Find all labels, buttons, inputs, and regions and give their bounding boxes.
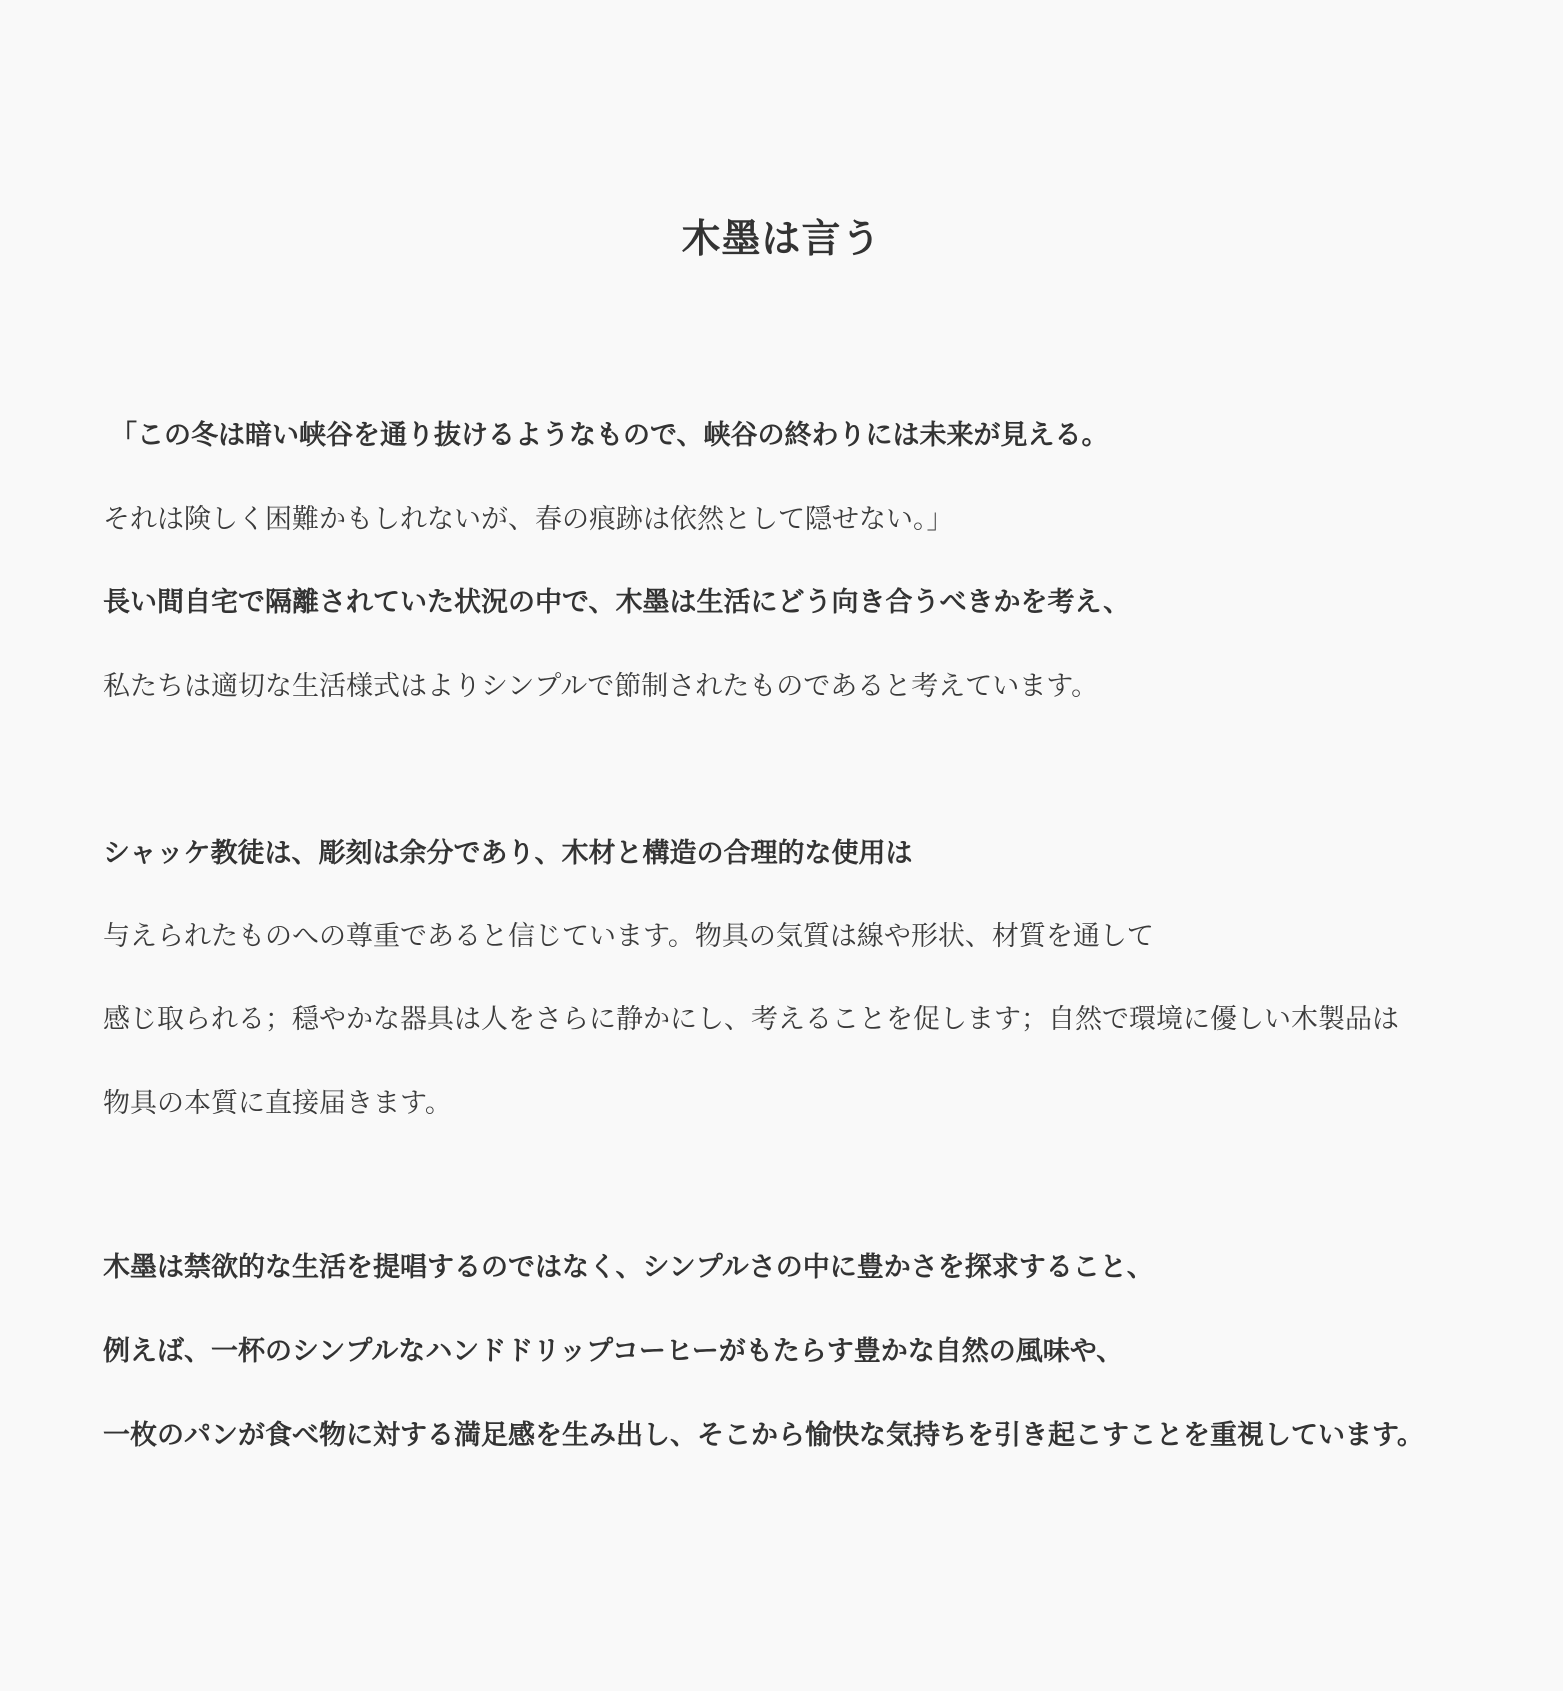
- paragraph-1-line-3: 長い間自宅で隔離されていた状況の中で、木墨は生活にどう向き合うべきかを考え、: [103, 587, 1131, 618]
- paragraph-3-line-3: 一枚のパンが食べ物に対する満足感を生み出し、そこから愉快な気持ちを引き起こすことを重視しています。: [103, 1420, 1424, 1451]
- paragraph-2-line-3: 感じ取られる；穏やかな器具は人をさらに静かにし、考えることを促します；自然で環境に優しい木製品は: [103, 1004, 1399, 1035]
- paragraph-3-line-2: 例えば、一杯のシンプルなハンドドリップコーヒーがもたらす豊かな自然の風味や、: [103, 1336, 1124, 1367]
- paragraph-3-line-1: 木墨は禁欲的な生活を提唱するのではなく、シンプルさの中に豊かさを探求すること、: [103, 1252, 1154, 1283]
- paragraph-1-line-2: それは険しく困難かもしれないが、春の痕跡は依然として隠せない。」: [103, 504, 954, 535]
- page-title: 木墨は言う: [681, 217, 882, 262]
- paragraph-2-line-4: 物具の本質に直接届きます。: [103, 1088, 452, 1119]
- paragraph-1-line-4: 私たちは適切な生活様式はよりシンプルで節制されたものであると考えています。: [103, 671, 1099, 702]
- paragraph-1-line-1: 「この冬は暗い峡谷を通り抜けるようなもので、峡谷の終わりには未来が見える。: [110, 420, 1109, 451]
- paragraph-2-line-1: シャッケ教徒は、彫刻は余分であり、木材と構造の合理的な使用は: [103, 838, 913, 869]
- paragraph-2-line-2: 与えられたものへの尊重であると信じています。物具の気質は線や形状、材質を通して: [103, 921, 1154, 952]
